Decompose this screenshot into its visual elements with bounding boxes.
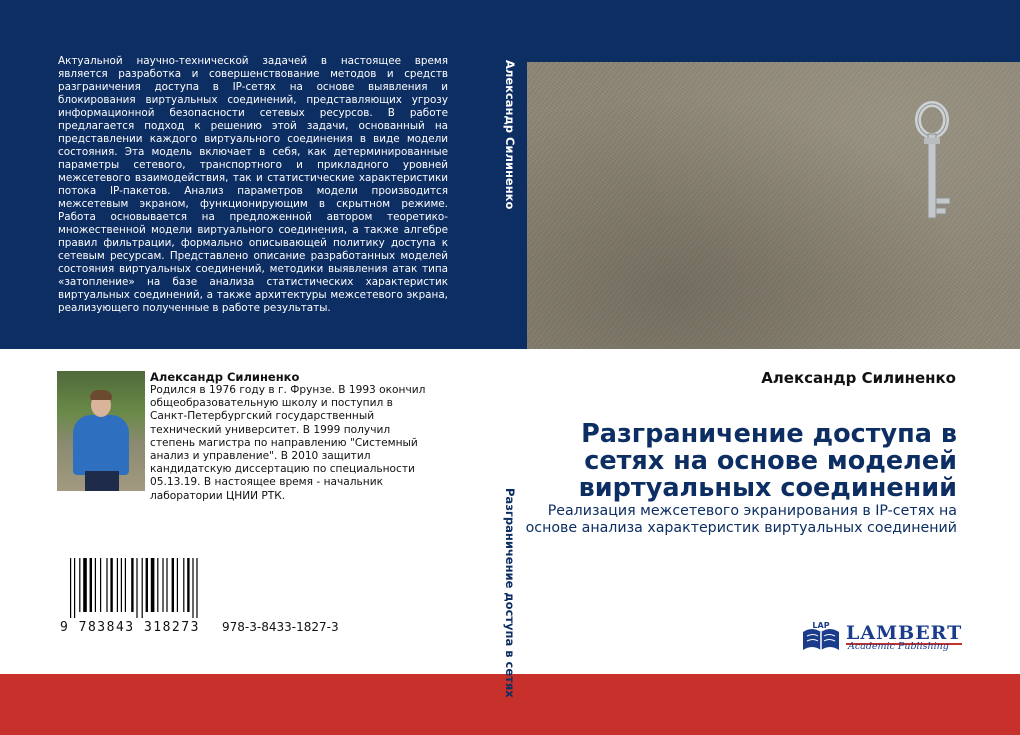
publisher-name: LAMBERT [846, 622, 963, 644]
book-subtitle: Реализация межсетевого экранирования в IP-сетях на основе анализа характеристик виртуальных соединений [525, 503, 957, 536]
lap-logo-text: LAP [812, 621, 830, 630]
front-author: Александр Силиненко [761, 369, 956, 387]
spine-author: Александр Силиненко [503, 60, 517, 210]
author-portrait [57, 371, 145, 491]
barcode-bar [100, 558, 101, 612]
barcode-bar [172, 558, 174, 612]
barcode-bar [183, 558, 184, 612]
spine-title: Разграничение доступа в сетях [503, 488, 517, 698]
barcode-bar [110, 558, 112, 612]
barcode-bar [192, 558, 193, 618]
book-title: Разграничение доступа в сетях на основе моделей виртуальных соединений [578, 419, 957, 503]
barcode-bar [196, 558, 197, 618]
publisher-tagline: Academic Publishing [848, 641, 949, 652]
barcode-bar [121, 558, 122, 612]
lap-book-icon [800, 620, 842, 656]
barcode-bar [125, 558, 126, 612]
barcode-bar [117, 558, 118, 612]
bio-text: Родился в 1976 году в г. Фрунзе. В 1993 окончил общеобразовательную школу и поступил в Санкт-Петербургский государственный технический университет. В 1999 получил степень магистра по направлению "Системный анализ и управление". В 2010 защитил кандидатскую диссертацию по специальности 05.13.19. В настоящее время - начальник лаборатории ЦНИИ РТК. [150, 384, 426, 502]
barcode-bar [177, 558, 178, 612]
barcode [68, 558, 208, 618]
back-cover-annotation: Актуальной научно-технической задачей в настоящее время является разработка и совершенствование методов и средств разграничения доступа в IP-сетях на основе выявления и блокирования виртуальных соединений, представляющих угрозу информационной безопасности сетевых ресурсов. В работе предлагается подход к решению этой задачи, основанный на представлении каждого виртуального соединения в виде модели состояния. Эта модель включает в себя, как детерминированные параметры сетевого, транспортного и прикладного уровней межсетевого взаимодействия, так и статистические характеристики потока IP-пакетов. Анализ параметров модели производится межсетевым экраном, функционирующим в скрытном режиме. Работа основывается на предложенной автором теоретико-множественной модели виртуального соединения, а также алгебре правил фильтрации, формально описывающей политику доступа к сетевым ресурсам. Представлено описание разработанных моделей состояния виртуальных соединений, методики выявления атак типа «затопление» на базе анализа статистических характеристик виртуальных соединений, а также архитектуры межсетевого экрана, реализующего полученные в работе результаты. [58, 55, 448, 314]
barcode-bar [83, 558, 87, 612]
barcode-bar [131, 558, 133, 612]
key-icon [910, 100, 970, 230]
barcode-bar [136, 558, 137, 618]
barcode-bar [162, 558, 163, 612]
author-jeans [85, 471, 119, 491]
barcode-digits: 9 783843 318273 [60, 620, 200, 635]
barcode-bar [95, 558, 96, 612]
author-shirt [73, 415, 129, 475]
barcode-bar [187, 558, 189, 612]
barcode-bar [90, 558, 92, 612]
barcode-bar [106, 558, 107, 612]
barcode-bar [146, 558, 148, 612]
isbn: 978-3-8433-1827-3 [222, 620, 339, 634]
barcode-bar [166, 558, 167, 612]
barcode-bar [70, 558, 71, 618]
barcode-bar [151, 558, 155, 612]
barcode-bar [157, 558, 158, 612]
bio-author-name: Александр Силиненко [150, 370, 300, 384]
barcode-bar [79, 558, 80, 612]
barcode-bar [74, 558, 75, 618]
author-hair [90, 390, 112, 400]
barcode-bar [142, 558, 143, 618]
